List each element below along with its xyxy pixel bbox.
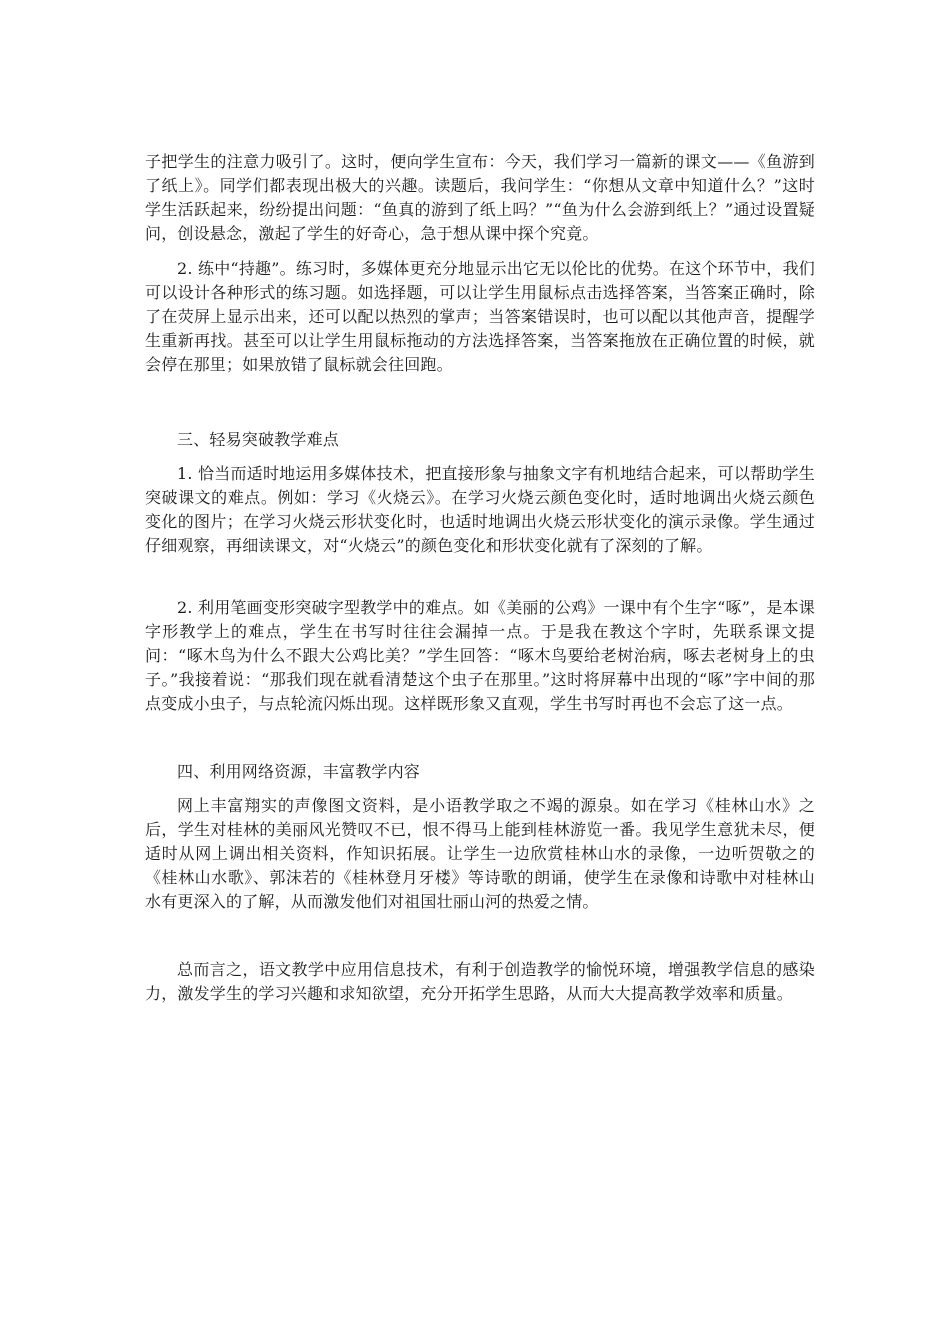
paragraph-network-resources: 网上丰富翔实的声像图文资料，是小语教学取之不竭的源泉。如在学习《桂林山水》之后，学生对桂林的美丽风光赞叹不已，恨不得马上能到桂林游览一番。我见学生意犹未尽，便适时从网上调出相关资料，作知识拓展。让学生一边欣赏桂林山水的录像，一边听贺敬之的《桂林山水歌》、郭沫若的《桂林登月牙楼》等诗歌的朗诵，使学生在录像和诗歌中对桂林山水有更深入的了解，从而激发他们对祖国壮丽山河的热爱之情。 <box>145 796 815 911</box>
paragraph-multimedia-difficulty: 1. 恰当而适时地运用多媒体技术，把直接形象与抽象文字有机地结合起来，可以帮助学生突破课文的难点。例如：学习《火烧云》。在学习火烧云颜色变化时，适时地调出火烧云颜色变化的图片；在学习火烧云形状变化时，也适时地调出火烧云形状变化的演示录像。学生通过仔细观察，再细读课文，对“火烧云”的颜色变化和形状变化就有了深刻的了解。 <box>145 464 815 555</box>
paragraph-practice-interest: 2. 练中“持趣”。练习时，多媒体更充分地显示出它无以伦比的优势。在这个环节中，我们可以设计各种形式的练习题。如选择题，可以让学生用鼠标点击选择答案，当答案正确时，除了在荧屏上显示出来，还可以配以热烈的掌声；当答案错误时，也可以配以其他声音，提醒学生重新再找。甚至可以让学生用鼠标拖动的方法选择答案，当答案拖放在正确位置的时候，就会停在那里；如果放错了鼠标就会往回跑。 <box>145 259 815 374</box>
section-heading-three: 三、轻易突破教学难点 <box>177 430 340 449</box>
paragraph-stroke-deformation: 2. 利用笔画变形突破字型教学中的难点。如《美丽的公鸡》一课中有个生字“啄”，是本课字形教学上的难点，学生在书写时往往会漏掉一点。于是我在教这个字时，先联系课文提问：“啄木鸟为什么不跟大公鸡比美？”学生回答：“啄木鸟要给老树治病，啄去老树身上的虫子。”我接着说：“那我们现在就看清楚这个虫子在那里。”这时将屏幕中出现的“啄”字中间的那点变成小虫子，与点轮流闪烁出现。这样既形象又直观，学生书写时再也不会忘了这一点。 <box>145 598 815 713</box>
paragraph-conclusion: 总而言之，语文教学中应用信息技术，有利于创造教学的愉悦环境，增强教学信息的感染力，激发学生的学习兴趣和求知欲望，充分开拓学生思路，从而大大提高教学效率和质量。 <box>145 960 815 1003</box>
paragraph-intro-continuation: 子把学生的注意力吸引了。这时，便向学生宣布：今天，我们学习一篇新的课文——《鱼游到了纸上》。同学们都表现出极大的兴趣。读题后，我问学生：“你想从文章中知道什么？”这时学生活跃起来，纷纷提出问题：“鱼真的游到了纸上吗？”“鱼为什么会游到纸上？”通过设置疑问，创设悬念，激起了学生的好奇心，急于想从课中探个究竟。 <box>145 152 815 243</box>
section-heading-four: 四、利用网络资源，丰富教学内容 <box>177 762 421 781</box>
